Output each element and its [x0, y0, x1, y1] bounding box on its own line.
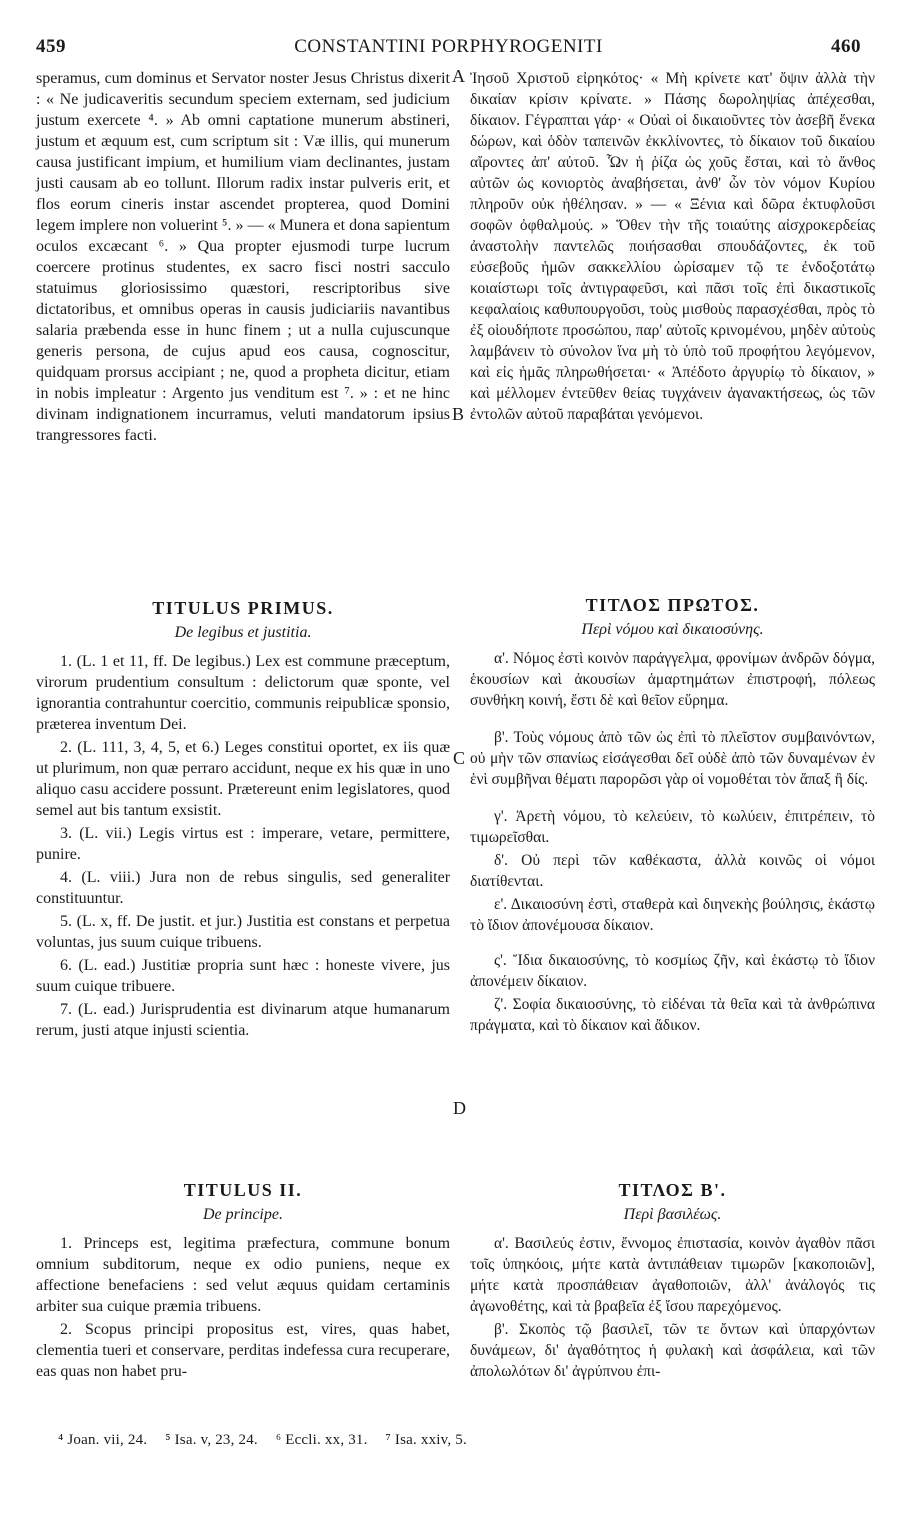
- entry-number: 6.: [60, 957, 72, 974]
- section-title: ΤΙΤΛΟΣ Β'.: [618, 1180, 727, 1200]
- footnote: ⁴ Joan. vii, 24.: [58, 1432, 148, 1448]
- footnote: ⁷ Isa. xxiv, 5.: [385, 1432, 467, 1448]
- entry-text: Σκοπὸς τῷ βασιλεῖ, τῶν τε ὄντων καὶ ὑπαρχόντων δυνάμεων, δι' ἀγαθότητος ἡ φυλακὴ καὶ ἀσφάλεια, καὶ τῶν ἀπολωλότων δι' ἀγρύπνου ἐπι-: [470, 1321, 876, 1380]
- entry-text: Τοὺς νόμους ἀπὸ τῶν ὡς ἐπὶ τὸ πλεῖστον συμβαινόντων, οὐ μὴν τῶν σπανίως εἰσάγεσθαι δεῖ οὐδὲ ἀπὸ τῶν δυναμένων ἐν ἑνὶ συμβῆναι θέματι παρορῶσι γὰρ οἱ νομοθέται τὸν ἅπαξ ἢ δίς.: [470, 729, 875, 788]
- law-entry: [36, 651, 450, 735]
- margin-marker-a: A: [452, 66, 465, 86]
- section-subtitle: Περὶ βασιλέως.: [623, 1206, 722, 1223]
- entry-number: ε'.: [494, 896, 508, 913]
- section-title: TITULUS II.: [183, 1180, 303, 1200]
- law-entry: [36, 1319, 450, 1382]
- entry-text: Jura non de rebus singulis, sed generaliter constituuntur.: [36, 869, 451, 907]
- entry-number: ς'.: [494, 952, 507, 969]
- margin-marker-b: B: [452, 404, 465, 424]
- entry-number: 7.: [60, 1001, 72, 1018]
- entry-reference: (L. 1 et 11, ff. De legibus.): [76, 653, 251, 670]
- entry-number: ζ'.: [494, 996, 508, 1013]
- latin-intro-paragraph: speramus, cum dominus et Servator noster Jesus Christus dixerit : « Ne judicaveritis secundum speciem externam, sed judicium justum exercete ⁴. » Ab omni captatione munerum abstineri, justum et æquum est, cum scriptum sit : Væ illis, qui munerum causa justificant impium, et humilium viam declinantes, justam justi causam ab eo tollunt. Illorum radix instar pulveris erit, et flos eorum cineris instar ascendet propterea, quod Domini legem implere non voluerint ⁵. » — « Munera et dona sapientum oculos excæcant ⁶. » Qua propter ejusmodi turpe lucrum coercere protinus studentes, ex sacro fisci nostri sacculo statuimus gloriosissimo quæstori, rescriptoribus sive dictatoribus, et omnibus operas in causis judiciariis navantibus salaria præbenda esse in hunc finem ; ut a nulla cujuscunque generis persona, de cujus apud eos causa, cognoscitur, quidquam prorsus accipiant ; ne, quod a propheta dicitur, etiam in nobis impleatur : Argento jus venditum est ⁷. » : et ne hinc divinam indignationem incurramus, veluti mandatorum ipsius trangressores facti.: [36, 70, 450, 444]
- entry-text: Jurisprudentia est divinarum atque humanarum rerum, justi atque injusti scientia.: [36, 1001, 450, 1039]
- margin-marker-c: C: [453, 748, 466, 768]
- latin-titulus-primus: [36, 598, 450, 1041]
- entry-number: 1.: [60, 653, 72, 670]
- section-subtitle: De legibus et justitia.: [174, 624, 312, 641]
- entry-reference: (L. x, ff. De justit. et jur.): [76, 913, 243, 930]
- entry-number: 2.: [60, 1321, 72, 1338]
- entry-text: Νόμος ἐστὶ κοινὸν παράγγελμα, φρονίμων ἀνδρῶν δόγμα, ἑκουσίων καὶ ἀκουσίων ἁμαρτημάτων ἐπιστροφή, πόλεως συνθήκη κοινή, ἔστι δὲ καὶ θεῖον εὕρημα.: [470, 650, 875, 709]
- law-entry: [470, 894, 875, 936]
- entry-number: 4.: [60, 869, 72, 886]
- law-entry: [36, 823, 450, 865]
- greek-titlos-protos: [470, 595, 875, 1036]
- section-subtitle: De principe.: [203, 1206, 283, 1223]
- law-entry: [470, 994, 875, 1036]
- law-entry: [36, 955, 450, 997]
- greek-titlos-b: [470, 1180, 875, 1382]
- page-number-right: 460: [831, 36, 861, 57]
- latin-titulus-ii: [36, 1180, 450, 1382]
- entry-number: 2.: [60, 739, 72, 756]
- entry-number: 5.: [60, 913, 72, 930]
- footnotes: [58, 1432, 871, 1449]
- margin-marker-d: D: [453, 1098, 466, 1118]
- entry-number: 3.: [60, 825, 72, 842]
- entry-text: Βασιλεύς ἐστιν, ἔννομος ἐπιστασία, κοινὸν ἀγαθὸν πᾶσι τοῖς ὑπηκόοις, μήτε κατὰ ἀντιπάθειαν τιμωρῶν [κακοποιῶν], μήτε κατὰ προσπάθειαν ἀγαθοποιῶν, ἀλλ' ἀνάλογός τις ἀγωνοθέτης, καὶ τὰ βραβεῖα ἐξ ἴσου παρεχόμενος.: [470, 1235, 875, 1315]
- law-entry: [470, 1233, 875, 1317]
- entry-text: Ἀρετὴ νόμου, τὸ κελεύειν, τὸ κωλύειν, ἐπιτρέπειν, τὸ τιμωρεῖσθαι.: [470, 808, 875, 846]
- law-entry: [470, 950, 875, 992]
- entry-text: Scopus principi propositus est, vires, quas habet, clementia tueri et conservare, perditas indefessa cura recuperare, eas quas non habet pru-: [36, 1321, 451, 1380]
- greek-column: [470, 68, 875, 1418]
- entry-number: α'.: [494, 650, 509, 667]
- entry-reference: (L. ead.): [78, 957, 136, 974]
- entry-text: Lex est commune præceptum, virorum prudentium consultum : delictorum quæ sponte, vel ignorantia contrahuntur coercitio, communis reipublicæ sponsio, præterea inventum Dei.: [36, 653, 450, 733]
- entry-number: β'.: [494, 1321, 509, 1338]
- entry-reference: (L. vii.): [79, 825, 132, 842]
- law-entry: [36, 737, 450, 821]
- law-entry: [36, 999, 450, 1041]
- law-entry: [470, 727, 875, 790]
- greek-intro-paragraph: Ἰησοῦ Χριστοῦ εἰρηκότος· « Μὴ κρίνετε κατ' ὄψιν ἀλλὰ τὴν δικαίαν κρίσιν κρίνατε. » Πάσης δωροληψίας ἀπέχεσθαι, δίκαιον. Γέγραπται γάρ· « Οὐαὶ οἱ δικαιοῦντες τὸν ἀσεβῆ ἕνεκα δώρων, καὶ ὁδὸν ταπεινῶν ἐκκλίνοντες, τὸ δίκαιον τοῦ δικαίου αἴροντες ἀπ' αὐτοῦ. Ὧν ἡ ῥίζα ὡς χοῦς ἔσται, καὶ τὸ ἄνθος αὐτῶν ὡς κονιορτὸς ἀναβήσεται, ἀνθ' ὧν τὸν νόμον Κυρίου πληροῦν οὐκ ἠθέλησαν. » — « Ξένια καὶ δῶρα ἐκτυφλοῦσι σοφῶν ὀφθαλμούς. » Ὅθεν τὴν τῆς τοιαύτης αἰσχροκερδείας ἀναστολὴν παντελῶς ποιήσασθαι σπουδάζοντες, ἐκ τοῦ εὐσεβοῦς ἡμῶν σακκελλίου ὡρίσαμεν τῷ τε ἐνδοξοτάτῳ κοιαίστωρι τοῖς ἀντιγραφεῦσι, καὶ πᾶσι τοῖς ἐπὶ δικαστικοῖς κεφαλαίοις καθυπουργοῦσι, τοὺς μισθοὺς παρασχέσθαι, πρὸς τὸ ἐξ οἱουδήποτε προσώπου, παρ' αὐτοῖς κρινομένου, μηδὲν αὐτοὺς λαμβάνειν τὸ σύνολον ἵνα μὴ τὸ ὑπὸ τοῦ προφήτου λεγόμενον, καὶ εἰς ἡμᾶς πληρωθήσεται· « Ἀπέδοτο ἀργυρίῳ τὸ δίκαιον, » καὶ μέλλομεν ἐντεῦθεν θείας τυγχάνειν ἀγανακτήσεως, ὡς τῶν ἐντολῶν αὐτοῦ παραβάται γενόμενοι.: [470, 70, 875, 423]
- page-header: [36, 36, 861, 64]
- entry-text: Σοφία δικαιοσύνης, τὸ εἰδέναι τὰ θεῖα καὶ τὰ ἀνθρώπινα πράγματα, καὶ τὸ δίκαιον καὶ ἄδικον.: [470, 996, 875, 1034]
- entry-text: Legis virtus est : imperare, vetare, permittere, punire.: [36, 825, 451, 863]
- law-entry: [470, 648, 875, 711]
- entry-number: δ'.: [494, 852, 508, 869]
- entry-text: Justitia est constans et perpetua voluntas, jus suum cuique tribuens.: [36, 913, 451, 951]
- law-entry: [36, 911, 450, 953]
- entry-number: β'.: [494, 729, 509, 746]
- law-entry: [470, 806, 875, 848]
- entry-text: Justitiæ propria sunt hæc : honeste vivere, jus suum cuique tribuere.: [36, 957, 450, 995]
- entry-text: Leges constitui oportet, ex iis quæ ut plurimum, non quæ perraro accidunt, neque ex his quæ in uno aliquo casu accidere possunt. Prætereunt enim legislatores, quod semel aut bis tantum exsistit.: [36, 739, 451, 819]
- page-number-left: 459: [36, 36, 66, 57]
- entry-number: α'.: [494, 1235, 509, 1252]
- law-entry: [470, 1319, 875, 1382]
- running-title: CONSTANTINI PORPHYROGENITI: [294, 36, 603, 57]
- entry-reference: (L. ead.): [78, 1001, 135, 1018]
- entry-reference: (L. 111, 3, 4, 5, et 6.): [77, 739, 220, 756]
- entry-number: 1.: [60, 1235, 72, 1252]
- law-entry: [36, 1233, 450, 1317]
- entry-text: Οὐ περὶ τῶν καθέκαστα, ἀλλὰ κοινῶς οἱ νόμοι διατίθενται.: [470, 852, 875, 890]
- entry-text: Δικαιοσύνη ἐστὶ, σταθερὰ καὶ διηνεκὴς βούλησις, ἑκάστῳ τὸ ἴδιον ἀπονέμουσα δίκαιον.: [470, 896, 875, 934]
- entry-reference: (L. viii.): [81, 869, 141, 886]
- law-entry: [470, 850, 875, 892]
- entry-number: γ'.: [494, 808, 508, 825]
- latin-column: [36, 68, 450, 1418]
- entry-text: Ἴδια δικαιοσύνης, τὸ κοσμίως ζῆν, καὶ ἑκάστῳ τὸ ἴδιον ἀπονέμειν δίκαιον.: [470, 952, 876, 990]
- section-title: TITULUS PRIMUS.: [152, 598, 334, 618]
- entry-text: Princeps est, legitima præfectura, commune bonum omnium subditorum, neque ex odio puniens, neque ex affectione benefaciens : sed velut æquus quidam certaminis arbiter sua cuique præmia tribuens.: [36, 1235, 451, 1315]
- section-title: ΤΙΤΛΟΣ ΠΡΩΤΟΣ.: [585, 595, 760, 615]
- section-subtitle: Περὶ νόμου καὶ δικαιοσύνης.: [581, 621, 764, 638]
- footnote: ⁶ Eccli. xx, 31.: [275, 1432, 368, 1448]
- law-entry: [36, 867, 450, 909]
- footnote: ⁵ Isa. v, 23, 24.: [165, 1432, 258, 1448]
